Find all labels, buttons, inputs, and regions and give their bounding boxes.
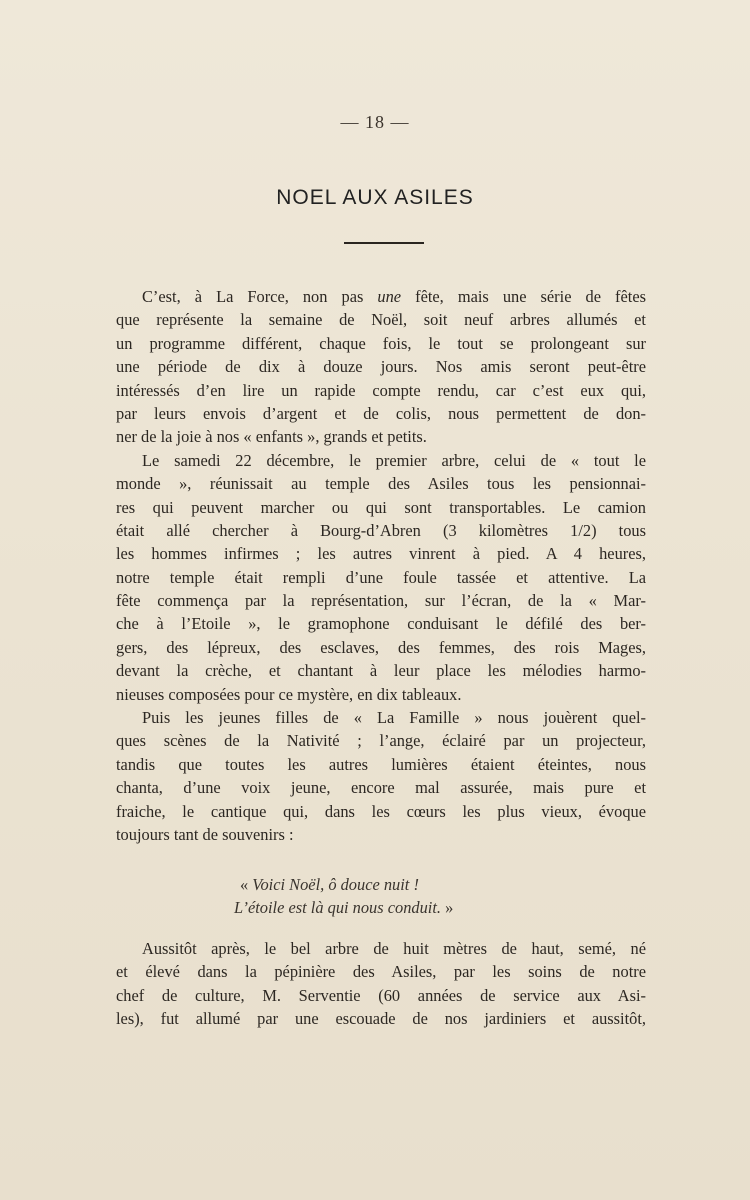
paragraph-line: Le samedi 22 décembre, le premier arbre, celui de « tout le [142,450,646,470]
paragraph-line: fraiche, le cantique qui, dans les cœurs les plus vieux, évoque [116,801,646,821]
paragraph-line: Puis les jeunes filles de « La Famille » nous jouèrent quel- [142,708,646,728]
paragraph-line: C’est, à La Force, non pas une fête, mais une série de fêtes [142,287,646,306]
paragraph-line: Aussitôt après, le bel arbre de huit mètres de haut, semé, né [142,939,646,958]
verse-line: L’étoile est là qui nous conduit. » [234,898,454,918]
paragraph-line: ques scènes de la Nativité ; l’ange, éclairé par un projecteur, [116,731,646,751]
paragraph-line: les hommes infirmes ; les autres vinrent à pied. A 4 heures, [116,544,646,564]
paragraph-line: tandis que toutes les autres lumières étaient éteintes, nous [116,754,646,774]
paragraph-line: chanta, d’une voix jeune, encore mal assurée, mais pure et [116,778,646,798]
paragraph-line: et élevé dans la pépinière des Asiles, par les soins de notre [116,962,646,982]
paragraph-line: che à l’Etoile », le gramophone conduisant le défilé des ber- [116,614,646,634]
title-underline [344,242,424,244]
verse-line: « Voici Noël, ô douce nuit ! [240,875,419,894]
paragraph-line: notre temple était rempli d’une foule tassée et attentive. La [116,567,646,587]
paragraph-line: les), fut allumé par une escouade de nos jardiniers et aussitôt, [116,1009,646,1029]
paragraph-line: toujours tant de souvenirs : [116,824,294,844]
paragraph-line: intéressés d’en lire un rapide compte rendu, car c’est eux qui, [116,380,646,400]
paragraph-line: res qui peuvent marcher ou qui sont transportables. Le camion [116,497,646,517]
article-body-lower [116,937,646,1031]
paragraph-line: une période de dix à douze jours. Nos amis seront peut-être [116,357,646,377]
paragraph-line: gers, des lépreux, des esclaves, des femmes, des rois Mages, [116,637,646,657]
paragraph-line: ner de la joie à nos « enfants », grands et petits. [116,427,427,447]
paragraph-line: un programme différent, chaque fois, le tout se prolongeant sur [116,333,646,353]
paragraph-line: était allé chercher à Bourg-d’Abren (3 kilomètres 1/2) tous [116,520,646,540]
article-title: NOEL AUX ASILES [276,186,474,209]
paragraph-line: nieuses composées pour ce mystère, en dix tableaux. [116,684,462,704]
verse-quote [0,873,750,920]
article-body-upper [116,285,646,846]
paragraph-line: fête commença par la représentation, sur l’écran, de la « Mar- [116,591,646,611]
page-number: — 18 — [340,112,410,132]
paragraph-line: monde », réunissait au temple des Asiles tous les pensionnai- [116,474,646,494]
paragraph-line: devant la crèche, et chantant à leur place les mélodies harmo- [116,661,646,681]
paragraph-line: que représente la semaine de Noël, soit neuf arbres allumés et [116,310,646,330]
paragraph-line: par leurs envois d’argent et de colis, nous permettent de don- [116,403,646,423]
paragraph-line: chef de culture, M. Serventie (60 années de service aux Asi- [116,985,646,1005]
emphasis-word: une [377,287,402,306]
